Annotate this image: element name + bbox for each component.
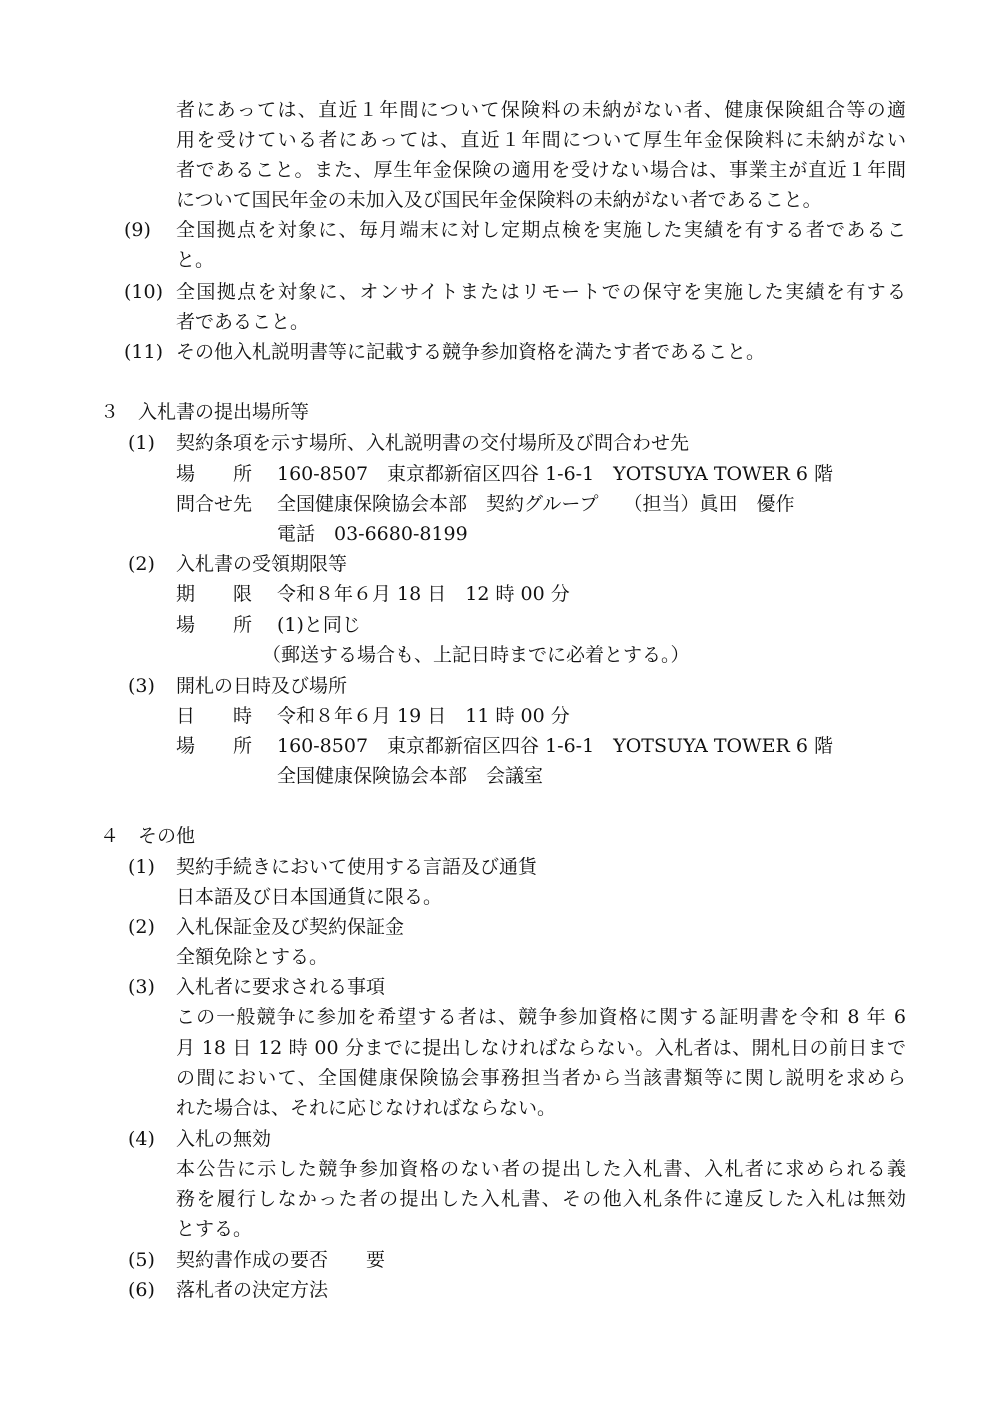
- s4-item-2-title: 入札保証金及び契約保証金: [176, 916, 405, 938]
- s4-item-5-number: (5): [128, 1249, 155, 1271]
- item-10-number: (10): [124, 281, 164, 303]
- s3-item-3-number: (3): [128, 675, 155, 697]
- s3-item-2-number: (2): [128, 553, 155, 575]
- s3-date-value: 令和８年６月 19 日 11 時 00 分: [277, 705, 570, 727]
- s4-item-2-body: 全額免除とする。: [176, 946, 329, 968]
- s3-place-value: 160-8507 東京都新宿区四谷 1-6-1 YOTSUYA TOWER 6 階: [277, 463, 833, 485]
- section-3-heading: ３ 入札書の提出場所等: [100, 401, 310, 423]
- intro-line-1: 者にあっては、直近１年間について保険料の未納がない者、健康保険組合等の適: [176, 99, 906, 121]
- s3-item-1-number: (1): [128, 432, 155, 454]
- s4-item-4-title: 入札の無効: [176, 1128, 272, 1150]
- s4-item-4-number: (4): [128, 1128, 155, 1150]
- s4-item-1-number: (1): [128, 856, 155, 878]
- item-9-line-2: と。: [176, 249, 215, 271]
- item-10-line-1: 全国拠点を対象に、オンサイトまたはリモートでの保守を実施した実績を有する: [176, 281, 906, 303]
- item-10-line-2: 者であること。: [176, 311, 310, 333]
- s4-item-3-line-1: この一般競争に参加を希望する者は、競争参加資格に関する証明書を令和 8 年 6: [176, 1006, 906, 1028]
- s3-item-3-title: 開札の日時及び場所: [176, 675, 348, 697]
- s4-item-4-line-3: とする。: [176, 1218, 253, 1240]
- s3-item-2-title: 入札書の受領期限等: [176, 553, 348, 575]
- s3-deadline-label: 期 限: [176, 583, 253, 605]
- s3-contact-label: 問合せ先: [176, 493, 253, 515]
- s4-item-3-line-3: の間において、全国健康保険協会事務担当者から当該書類等に関し説明を求めら: [176, 1067, 906, 1089]
- s3-date-label: 日 時: [176, 705, 253, 727]
- s4-item-2-number: (2): [128, 916, 155, 938]
- intro-line-4: について国民年金の未加入及び国民年金保険料の未納がない者であること。: [176, 189, 822, 211]
- item-11-line-1: その他入札説明書等に記載する競争参加資格を満たす者であること。: [176, 341, 766, 363]
- s3-item-2-place-value: (1)と同じ: [277, 614, 361, 636]
- section-4-heading: ４ その他: [100, 825, 196, 847]
- s4-item-3-line-4: れた場合は、それに応じなければならない。: [176, 1097, 557, 1119]
- s3-item-3-place-label: 場 所: [176, 735, 253, 757]
- item-9-line-1: 全国拠点を対象に、毎月端末に対し定期点検を実施した実績を有する者であるこ: [176, 219, 906, 241]
- s4-item-3-title: 入札者に要求される事項: [176, 976, 386, 998]
- s4-item-1-title: 契約手続きにおいて使用する言語及び通貨: [176, 856, 538, 878]
- s4-item-1-body: 日本語及び日本国通貨に限る。: [176, 886, 443, 908]
- s3-place-label: 場 所: [176, 463, 253, 485]
- s3-item-3-place-value-2: 全国健康保険協会本部 会議室: [277, 765, 544, 787]
- s4-item-4-line-1: 本公告に示した競争参加資格のない者の提出した入札書、入札者に求められる義: [176, 1158, 906, 1180]
- s3-item-3-place-value: 160-8507 東京都新宿区四谷 1-6-1 YOTSUYA TOWER 6 階: [277, 735, 833, 757]
- s3-item-2-note: （郵送する場合も、上記日時までに必着とする。）: [262, 644, 690, 666]
- s4-item-5-title: 契約書作成の要否 要: [176, 1249, 386, 1271]
- item-11-number: (11): [124, 341, 164, 363]
- s4-item-6-title: 落札者の決定方法: [176, 1279, 329, 1301]
- intro-line-3: 者であること。また、厚生年金保険の適用を受けない場合は、事業主が直近１年間: [176, 159, 906, 181]
- item-9-number: (9): [124, 219, 151, 241]
- s3-contact-value: 全国健康保険協会本部 契約グループ （担当）眞田 優作: [277, 493, 795, 515]
- s3-item-2-place-label: 場 所: [176, 614, 253, 636]
- s3-contact-phone: 電話 03-6680-8199: [277, 523, 468, 545]
- s4-item-4-line-2: 務を履行しなかった者の提出した入札書、その他入札条件に違反した入札は無効: [176, 1188, 906, 1210]
- s3-deadline-value: 令和８年６月 18 日 12 時 00 分: [277, 583, 570, 605]
- s3-item-1-title: 契約条項を示す場所、入札説明書の交付場所及び問合わせ先: [176, 432, 690, 454]
- s4-item-3-line-2: 月 18 日 12 時 00 分までに提出しなければならない。入札者は、開札日の前日まで: [176, 1037, 906, 1059]
- s4-item-6-number: (6): [128, 1279, 155, 1301]
- s4-item-3-number: (3): [128, 976, 155, 998]
- intro-line-2: 用を受けている者にあっては、直近１年間について厚生年金保険料に未納がない: [176, 129, 906, 151]
